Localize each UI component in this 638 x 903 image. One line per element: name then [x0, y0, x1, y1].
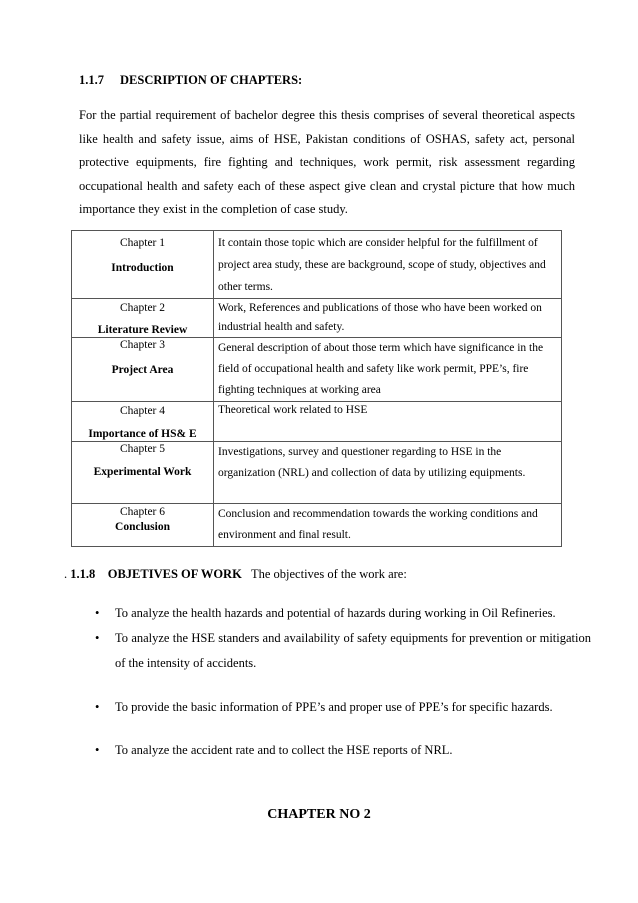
- chapter-title: Introduction: [111, 262, 174, 274]
- objective-text: To provide the basic information of PPE’s and proper use of PPE’s for specific hazards.: [115, 700, 553, 714]
- section-number: 1.1.8: [70, 567, 96, 581]
- chapter-cell: [72, 402, 214, 442]
- bullet-icon: •: [95, 606, 100, 620]
- chapter-title: Experimental Work: [93, 466, 192, 478]
- chapter-label: Chapter 4: [119, 405, 166, 417]
- table-row: [72, 442, 562, 504]
- section-intro: The objectives of the work are:: [250, 567, 407, 581]
- chapter-description: Conclusion and recommendation towards the working conditions and environment and final result.: [214, 504, 562, 547]
- bullet-icon: •: [95, 743, 100, 757]
- chapters-table: [71, 230, 562, 547]
- table-row: [72, 231, 562, 299]
- table-row: [72, 504, 562, 547]
- chapter-cell: [72, 442, 214, 504]
- chapter-title: Importance of HS& E: [88, 428, 197, 440]
- chapter-label: Chapter 6: [119, 506, 166, 518]
- chapter-description: Investigations, survey and questioner regarding to HSE in the organization (NRL) and collection of data by utilizing equipments.: [214, 442, 562, 504]
- table-row: [72, 299, 562, 338]
- chapter-description: Work, References and publications of those who have been worked on industrial health and safety.: [214, 299, 562, 338]
- chapter-description: General description of about those term which have significance in the field of occupational health and safety like work permit, PPE’s, fire fighting techniques at working area: [214, 338, 562, 402]
- chapter-description: It contain those topic which are consider helpful for the fulfillment of project area study, these are background, scope of study, objectives and other terms.: [214, 231, 562, 299]
- section-title: DESCRIPTION OF CHAPTERS:: [120, 73, 303, 87]
- chapter-description: Theoretical work related to HSE: [214, 402, 562, 442]
- section-heading-objectives: [64, 567, 407, 582]
- section-heading-description: [79, 73, 302, 88]
- chapter-title: Project Area: [111, 364, 174, 376]
- chapter-title: Literature Review: [97, 324, 188, 336]
- list-item: [95, 626, 591, 676]
- list-item: [95, 604, 591, 622]
- list-item: [95, 698, 591, 716]
- description-paragraph: For the partial requirement of bachelor degree this thesis comprises of several theoretical aspects like health and safety issue, aims of HSE, Pakistan conditions of OSHAS, safety act, personal protective equipments, fire fighting and techniques, work permit, risk assessment regarding occupational health and safety each of these aspect give clean and crystal picture that how much importance they exist in the completion of case study.: [79, 108, 575, 217]
- chapter-cell: [72, 338, 214, 402]
- table-row: [72, 402, 562, 442]
- chapter-cell: [72, 299, 214, 338]
- chapter-label: Chapter 5: [119, 443, 166, 455]
- objective-text: To analyze the accident rate and to collect the HSE reports of NRL.: [115, 743, 453, 757]
- chapter-title: Conclusion: [115, 521, 170, 533]
- chapter-cell: [72, 231, 214, 299]
- bullet-icon: •: [95, 700, 100, 714]
- section-number: 1.1.7: [79, 73, 104, 87]
- objective-text: To analyze the HSE standers and availability of safety equipments for prevention or mitigation of the intensity of accidents.: [115, 631, 591, 670]
- bullet-icon: •: [95, 631, 100, 645]
- section-title: OBJETIVES OF WORK: [107, 567, 242, 581]
- section-prefix: .: [64, 567, 68, 581]
- next-chapter-heading: CHAPTER NO 2: [267, 807, 371, 822]
- objectives-list: [95, 604, 591, 759]
- objective-text: To analyze the health hazards and potential of hazards during working in Oil Refineries.: [115, 606, 556, 620]
- chapter-label: Chapter 1: [119, 237, 166, 249]
- list-item: [95, 741, 591, 759]
- chapter-label: Chapter 3: [119, 339, 166, 351]
- chapter-label: Chapter 2: [119, 302, 166, 314]
- table-row: [72, 338, 562, 402]
- chapter-cell: [72, 504, 214, 547]
